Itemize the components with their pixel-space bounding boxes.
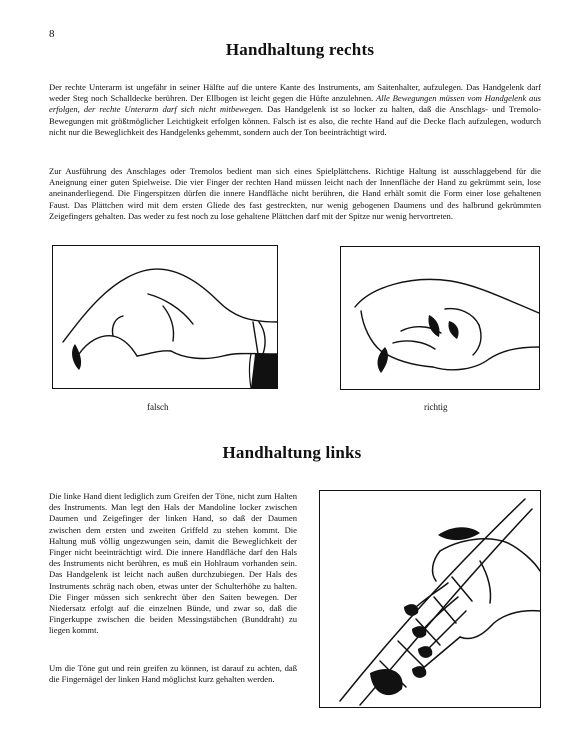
paragraph-fingernails: Um die Töne gut und rein greifen zu können, ist darauf zu achten, daß die Fingernägel der linken Hand möglichst kurz gehalten werden. [49,663,297,685]
caption-correct: richtig [424,402,448,412]
section-title-left-hand: Handhaltung links [222,443,362,462]
caption-wrong: falsch [147,402,169,412]
wrong-hand-drawing [53,246,277,388]
paragraph-plectrum: Zur Ausführung des Anschlages oder Tremolos bedient man sich eines Spielplättchens. Richtige Haltung ist ausschlaggebend für die Aneignung einer guten Spielweise. Die vier Finger der rechten Hand müssen leicht nach der Innenfläche der Hand zu gekrümmt sein, lose aneinanderliegend. Die Fingerspitzen dürfen die innere Handfläche nicht berühren, die Hand erhält somit die Form einer lose gehaltenen Faust. Das Plättchen wird mit dem ersten Gliede des fast gestreckten, nur wenig gebogenen Daumens und des halbrund gekrümmten Zeigefingers gehalten. Das weder zu fest noch zu lose gehaltene Plättchen darf mit der Spitze nur wenig hervortreten. [49,166,541,221]
paragraph-left-hand: Die linke Hand dient lediglich zum Greifen der Töne, nicht zum Halten des Instruments. Man legt den Hals der Mandoline locker zwischen Daumen und Zeigefinger der linken Hand, so daß der Daumen zwischen dem ersten und zweiten Griffeld zu stehen kommt. Die Haltung muß völlig ungezwungen sein, damit die Beweglichkeit der Finger nicht beeinträchtigt wird. Die innere Handfläche darf den Hals des Instruments nicht berühren, es muß ein Hohlraum vorhanden sein. Das Handgelenk ist leicht nach außen durchzubiegen. Der Hals des Instruments schräg nach oben, etwas unter der Schulterhöhe zu halten. Die Finger müssen sich senkrecht über den Saiten bewegen. Der Niedersatz erfolgt auf die einzelnen Bünde, und zwar so, daß die Fingerkuppe zwischen die beiden Messingstäbchen (Bunddraht) zu liegen kommt. [49,491,297,636]
paragraph-forearm [49,82,541,138]
paragraph-forearm-emphasis: Alle Bewegungen müssen vom Handgelenk aus erfolgen, der rechte Unterarm darf sich nicht mitbewegen. [49,93,541,115]
paragraph-forearm-text-b: Das Handgelenk ist so locker zu halten, daß die Anschlags- und Tremolo-Bewegungen mit größtmöglicher Leichtigkeit erfolgen können. Falsch ist es also, die rechte Hand auf die Decke flach aufzulegen, wodurch nicht nur die Beweglichkeit des Handgelenks gehemmt, sondern auch der Ton beeinträchtigt wird. [49,104,541,137]
illustration-left-hand [319,490,541,708]
left-hand-drawing [320,491,540,707]
page-number: 8 [49,28,55,40]
paragraph-forearm-text-a: Der rechte Unterarm ist ungefähr in seiner Hälfte auf die untere Kante des Instruments, am Saitenhalter, aufzulegen. Das Handgelenk darf weder Steg noch Schalldecke berühren. Der Ellbogen ist leicht gegen die Hüfte anzulehnen. [49,82,541,104]
illustration-wrong-hand [52,245,278,389]
correct-hand-drawing [341,247,539,389]
section-title-right-hand: Handhaltung rechts [225,40,375,59]
illustration-correct-hand [340,246,540,390]
